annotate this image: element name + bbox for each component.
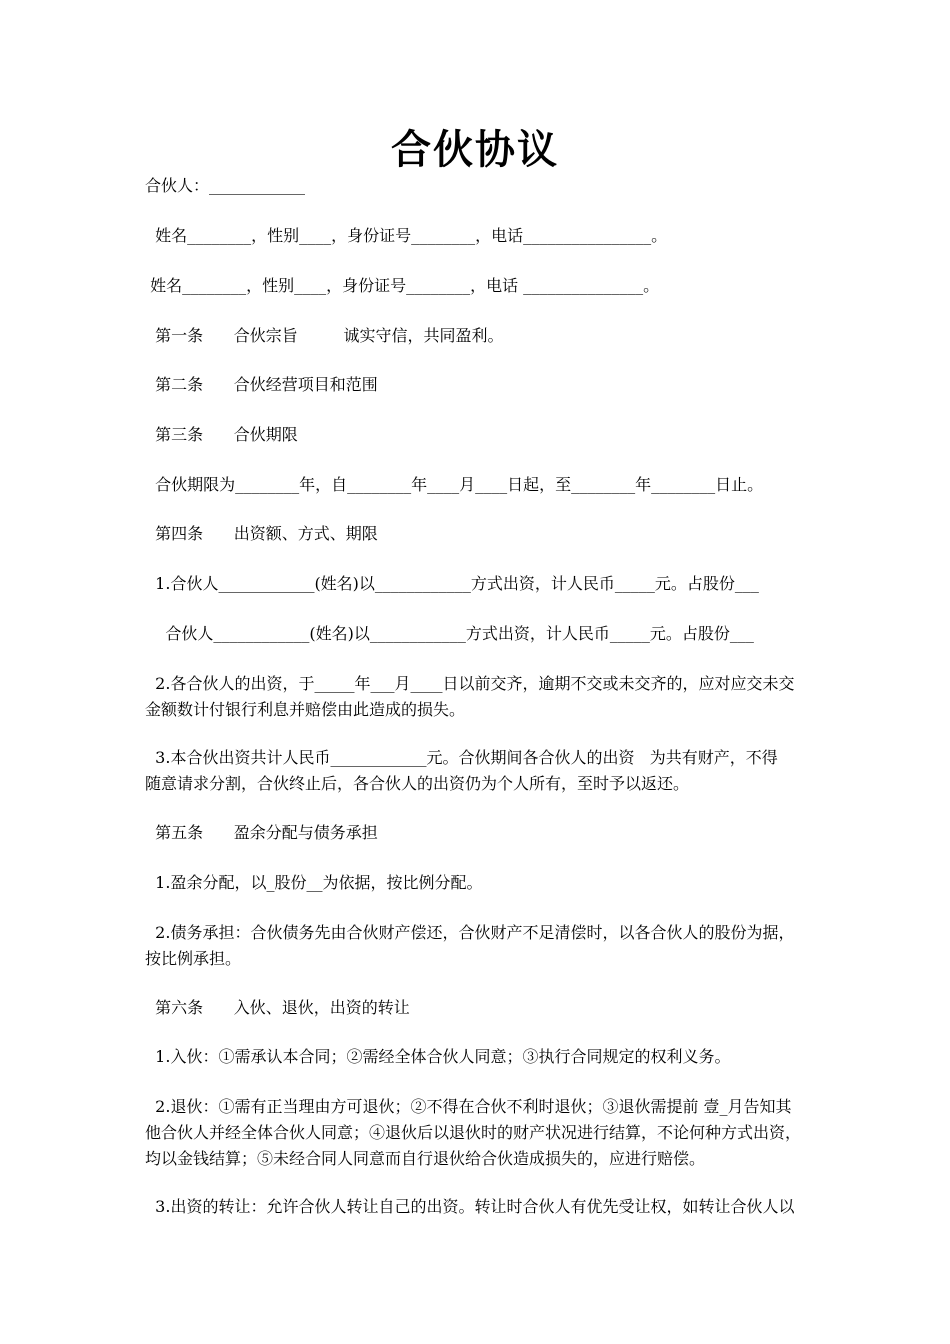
article-4-heading: 第四条 出资额、方式、期限 [145,524,378,543]
text-line: 均以金钱结算；⑤未经合同人同意而自行退伙给合伙造成损失的，应进行赔偿。 [145,1149,706,1168]
article-6-clause-2 [145,1094,813,1172]
text-line: 2.退伙：①需有正当理由方可退伙；②不得在合伙不利时退伙；③退伙需提前 壹_月告知其 [145,1097,792,1116]
article-5-clause-2 [145,920,813,972]
contribution-line-1: 1.合伙人____________(姓名)以____________方式出资，计人民币_____元。占股份___ [145,574,759,593]
article-5-clause-1: 1.盈余分配，以_股份__为依据，按比例分配。 [145,873,483,892]
article-5-heading: 第五条 盈余分配与债务承担 [145,823,378,842]
partner-line-1: 姓名________，性别____，身份证号________，电话________________。 [145,226,668,245]
text-line: 随意请求分割，合伙终止后，各合伙人的出资仍为个人所有，至时予以返还。 [145,774,690,793]
text-line: 按比例承担。 [145,949,242,968]
text-line: 2.各合伙人的出资，于_____年___月____日以前交齐，逾期不交或未交齐的，应对应交未交 [145,674,795,693]
text-line: 2.债务承担：合伙债务先由合伙财产偿还，合伙财产不足清偿时，以各合伙人的股份为据， [145,923,795,942]
contribution-line-2: 合伙人____________(姓名)以____________方式出资，计人民币_____元。占股份___ [145,624,754,643]
partner-heading: 合伙人：____________ [145,176,306,195]
article-6-clause-3: 3.出资的转让：允许合伙人转让自己的出资。转让时合伙人有优先受让权，如转让合伙人以 [145,1197,795,1216]
partnership-term-line: 合伙期限为________年，自________年____月____日起，至________年________日止。 [145,475,764,494]
article-6-heading: 第六条 入伙、退伙，出资的转让 [145,998,410,1017]
article-4-clause-2 [145,671,813,723]
text-line: 3.本合伙出资共计人民币____________元。合伙期间各合伙人的出资 为共有财产，不得 [145,748,778,767]
article-1-heading: 第一条 合伙宗旨 诚实守信，共同盈利。 [145,326,504,345]
text-line: 金额数计付银行利息并赔偿由此造成的损失。 [145,700,466,719]
text-line: 他合伙人并经全体合伙人同意；④退伙后以退伙时的财产状况进行结算，不论何种方式出资， [145,1123,802,1142]
article-4-clause-3 [145,745,813,797]
article-2-heading: 第二条 合伙经营项目和范围 [145,375,378,394]
partner-line-2: 姓名________，性别____，身份证号________，电话 _______________。 [145,276,660,295]
document-title: 合伙协议 [391,126,559,173]
article-3-heading: 第三条 合伙期限 [145,425,298,444]
article-6-clause-1: 1.入伙：①需承认本合同；②需经全体合伙人同意；③执行合同规定的权利义务。 [145,1047,731,1066]
